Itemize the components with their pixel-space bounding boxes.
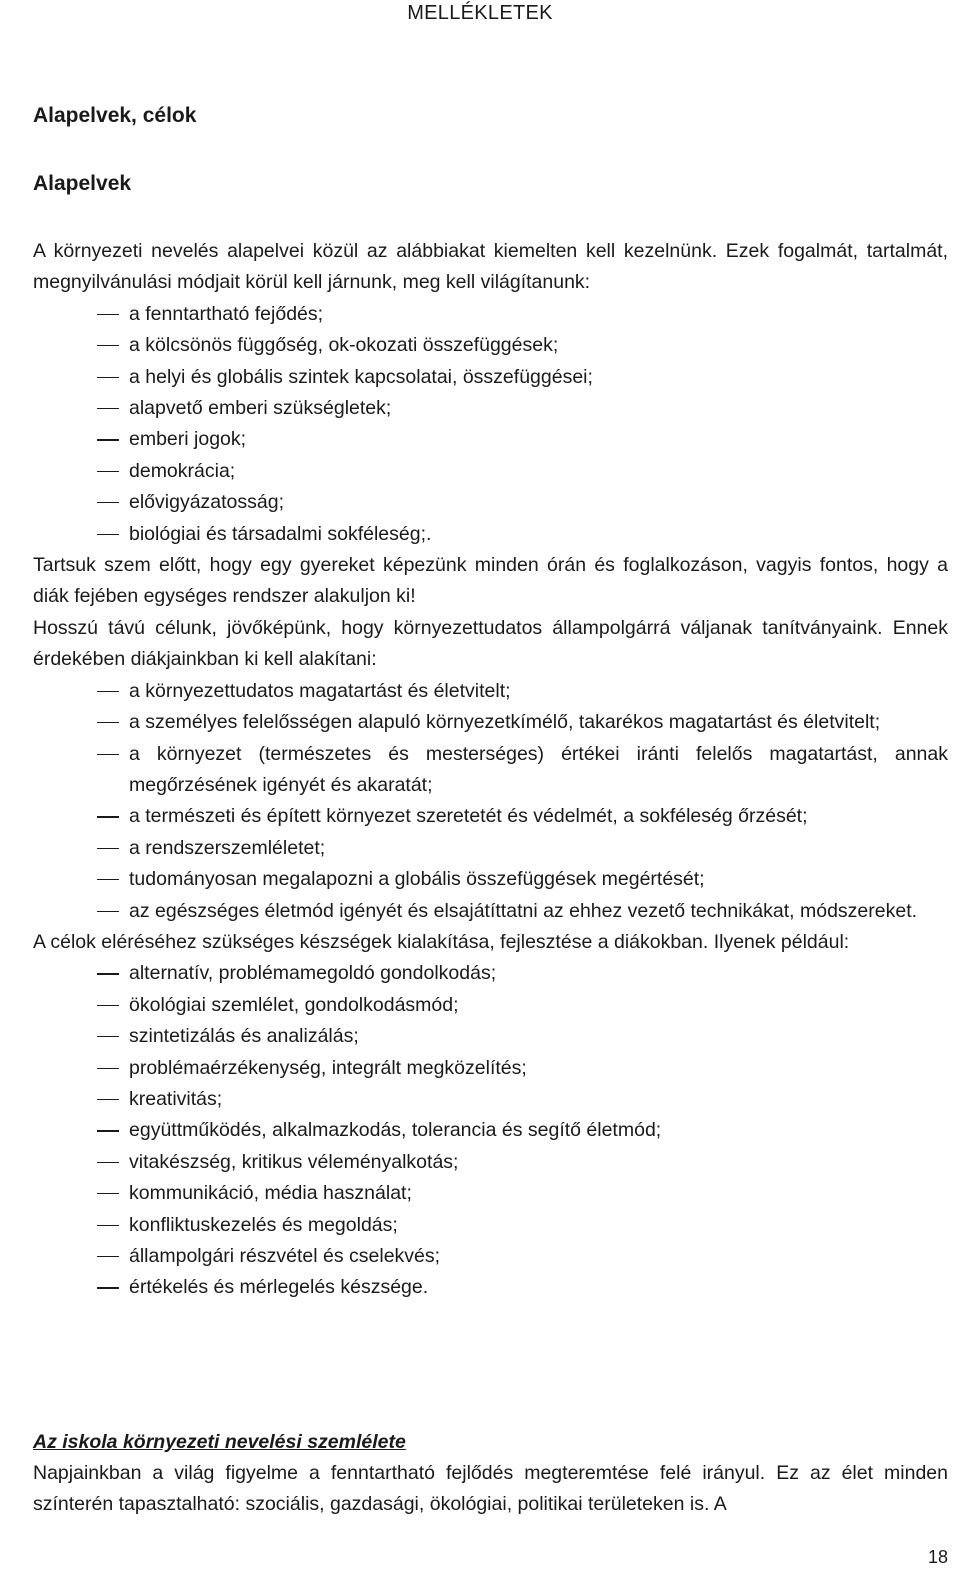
- list-item: vitakészség, kritikus véleményalkotás;: [33, 1147, 948, 1178]
- list-item: emberi jogok;: [33, 424, 948, 455]
- list-item: az egészséges életmód igényét és elsajátíttatni az ehhez vezető technikákat, módszereket.: [33, 896, 948, 927]
- list-item: a természeti és épített környezet szeretetét és védelmét, a sokféleség őrzését;: [33, 801, 948, 832]
- section-subheading: Az iskola környezeti nevelési szemlélete: [33, 1431, 406, 1453]
- paragraph: Napjainkban a világ figyelme a fenntartható fejlődés megteremtése felé irányul. Ez az élet minden színterén tapasztalható: szociális, gazdasági, ökológiai, politikai területeken is. A: [33, 1462, 948, 1516]
- list-item: a környezet (természetes és mesterséges) értékei iránti felelős magatartást, annak megőrzésének igényét és akaratát;: [33, 739, 948, 802]
- list-item: a helyi és globális szintek kapcsolatai, összefüggései;: [33, 362, 948, 393]
- principles-list: [33, 299, 948, 550]
- list-item: problémaérzékenység, integrált megközelítés;: [33, 1053, 948, 1084]
- section-title: Alapelvek, célok: [33, 104, 197, 127]
- list-item: a személyes felelősségen alapuló környezetkímélő, takarékos magatartást és életvitelt;: [33, 707, 948, 738]
- list-item: konfliktuskezelés és megoldás;: [33, 1210, 948, 1241]
- skills-list: [33, 958, 948, 1303]
- page-number: 18: [927, 1547, 948, 1567]
- list-item: értékelés és mérlegelés készsége.: [33, 1272, 948, 1303]
- intro-paragraph: A környezeti nevelés alapelvei közül az alábbiakat kiemelten kell kezelnünk. Ezek fogalmát, tartalmát, megnyilvánulási módjait körül kell járnunk, meg kell világítanunk:: [33, 240, 948, 294]
- list-item: alternatív, problémamegoldó gondolkodás;: [33, 958, 948, 989]
- list-item: ökológiai szemlélet, gondolkodásmód;: [33, 990, 948, 1021]
- paragraph: Tartsuk szem előtt, hogy egy gyereket képezünk minden órán és foglalkozáson, vagyis fontos, hogy a diák fejében egységes rendszer alakuljon ki!: [33, 554, 948, 608]
- page-header: MELLÉKLETEK: [407, 2, 553, 24]
- list-item: alapvető emberi szükségletek;: [33, 393, 948, 424]
- list-item: demokrácia;: [33, 456, 948, 487]
- list-item: tudományosan megalapozni a globális összefüggések megértését;: [33, 864, 948, 895]
- list-item: biológiai és társadalmi sokféleség;.: [33, 519, 948, 550]
- list-item: elővigyázatosság;: [33, 487, 948, 518]
- list-item: a rendszerszemléletet;: [33, 833, 948, 864]
- list-item: kreativitás;: [33, 1084, 948, 1115]
- closing-paragraph-block: [33, 1458, 948, 1521]
- list-item: a fenntartható fejődés;: [33, 299, 948, 330]
- list-item: együttműködés, alkalmazkodás, tolerancia és segítő életmód;: [33, 1115, 948, 1146]
- goals-list: [33, 676, 948, 927]
- list-item: szintetizálás és analizálás;: [33, 1021, 948, 1052]
- paragraph: A célok eléréséhez szükséges készségek kialakítása, fejlesztése a diákokban. Ilyenek például:: [33, 930, 850, 953]
- list-item: a környezettudatos magatartást és életvitelt;: [33, 676, 948, 707]
- list-item: kommunikáció, média használat;: [33, 1178, 948, 1209]
- list-item: a kölcsönös függőség, ok-okozati összefüggések;: [33, 330, 948, 361]
- list-item: állampolgári részvétel és cselekvés;: [33, 1241, 948, 1272]
- subsection-title: Alapelvek: [33, 172, 132, 195]
- body-text: [33, 236, 948, 1304]
- paragraph: Hosszú távú célunk, jövőképünk, hogy környezettudatos állampolgárrá váljanak tanítványaink. Ennek érdekében diákjainkban ki kell alakítani:: [33, 616, 948, 671]
